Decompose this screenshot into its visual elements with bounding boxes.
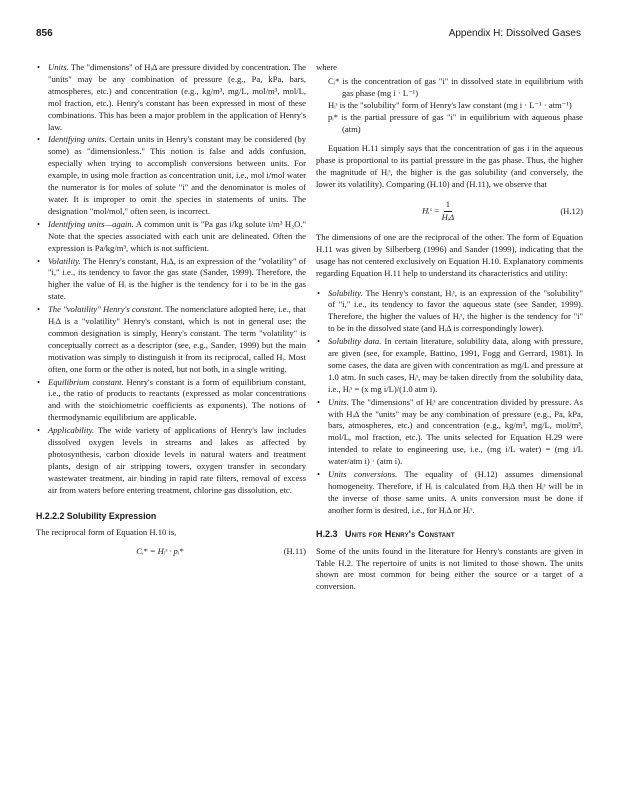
bullet-term: Solubility. (328, 287, 363, 298)
subsection-heading: H.2.2.2 Solubility Expression (36, 510, 157, 521)
list-item (36, 134, 306, 217)
paragraph: Some of the units found in the literature for Henry's constants are given in Table H.2. The repertoire of units is not limited to those shown. The units shown are most common for being either the source or a target of a conversion. (316, 545, 583, 592)
bullet-term: Applicability. (48, 425, 95, 436)
bullet-text: Certain units in Henry's constant may be considered (by some) as "dimensionless." This notion is false and adds confusion, especially when trying to accomplish conversions between units. For example, in using mole fraction as concentration unit, i.e., mol i/mol water the numerator is for moles of solute "i" and the denominator is moles of water. It is improper to omit the species in statements of units. The designation "mol/mol," often seen, is incorrect. (48, 134, 307, 216)
left-column (36, 62, 306, 566)
bullet-text: The Henry's constant, Hᵢˢ, is an expression of the "solubility" of "i," i.e., its tendency to favor the aqueous state (see Sander, 1999). Therefore, the higher the values of Hᵢˢ, the higher is the tendency for "i" to be in the dissolved state (and HᵢΔ is correspondingly lower). (328, 287, 583, 334)
equation-h12-fraction (442, 199, 455, 224)
definition-item: pᵢ* is the partial pressure of gas "i" in equilibrium with aqueous phase (atm) (328, 111, 583, 134)
section-title: Units for Henry's Constant (345, 528, 455, 539)
equation-h12-numerator: 1 (444, 199, 452, 212)
bullet-text: The wide variety of applications of Henry's law includes dissolved oxygen levels in streams and lakes as affected by photosynthesis, carbon dioxide levels in natural waters and treatment plants, design of air stripping towers, oxygen transfer in secondary wastewater treatment, air binding in rapid rate filters, removal of excess air from waters before entering treatment, chlorine gas dissolution, etc. (48, 425, 306, 495)
list-item (316, 288, 583, 336)
bullet-term: Identifying units. (48, 134, 107, 145)
equation-h12-lhs: Hᵢˢ = (422, 205, 442, 216)
equation-h12-denominator: HᵢΔ (441, 211, 455, 222)
definition-list (316, 76, 583, 136)
section-heading (316, 529, 583, 541)
equation-h12-body (316, 199, 560, 224)
bullet-text: The equality of (H.12) assumes dimensional homogeneity. Therefore, if Hᵢ is calculated from HᵢΔ then Hᵢˢ will be in the inverse of those same units. A units conversion must be done if another form is desired, i.e., for HᵢΔ or Hᵢˢ. (328, 469, 583, 515)
bullet-term: Identifying units—again. (48, 218, 134, 229)
list-item (36, 256, 306, 304)
bullet-term: Units conversions. (328, 469, 398, 480)
bullet-text: Henry's constant is a form of equilibrium constant, i.e., the ratio of products to reactants (expressed as molar concentrations and with the stoichiometric coefficients as exponents). The notions of thermodynamic equilibrium are applicable. (48, 376, 306, 423)
bullet-text: The Henry's constant, HᵢΔ, is an expression of the "volatility" of "i," i.e., its tendency to favor the gas state (Sander, 1999). Therefore, the higher the value of Hᵢ is the higher is the tendency for i to be in the gas state. (48, 255, 306, 302)
equation-h11-body: Cᵢ* = Hᵢˢ · pᵢ* (136, 546, 184, 557)
bullet-term: Solubility data. (328, 336, 382, 347)
bullet-text: The "dimensions" of HᵢΔ are pressure divided by concentration. The "units" may be any combination of pressure (e.g., Pa, kPa, bars, atmospheres, etc.) and concentration (e.g., kg/m³, mg/L, mol/m³, mol/L, mol fraction, etc.). Henry's constant has been expressed in most of these combinations. This has been a major problem in the application of Henry's law. (48, 62, 306, 132)
bullet-term: Units. (328, 396, 349, 407)
list-item (36, 304, 306, 375)
paragraph: The dimensions of one are the reciprocal of the other. The form of Equation H.11 was given by Silberberg (1996) and Sander (1999), indicating that the usage has not centered exclusively on Equation H.10. Explanatory comments regarding Equation H.11 help to understand its characteristics and utility: (316, 231, 583, 278)
where-label: where (316, 62, 337, 72)
list-item (36, 62, 306, 133)
bullet-text: In certain literature, solubility data, along with pressure, are given (see, for example, Battino, 1991, Fogg and Gerrard, 1981). In some cases, the data are given with concentration as mg/L and pressure at 1.0 atm. In such cases, Hᵢˢ, may be taken directly from the solubility data, i.e., Hᵢˢ = (x mg i/L)/(1.0 atm i). (328, 336, 583, 394)
equation-h12-number: (H.12) (560, 205, 583, 216)
subsection-intro: The reciprocal form of Equation H.10 is, (36, 526, 177, 537)
section-number: H.2.3 (316, 528, 338, 539)
right-bullet-list (316, 288, 583, 517)
definition-item: Hᵢˢ is the "solubility" form of Henry's law constant (mg i · L⁻¹ · atm⁻¹) (328, 99, 572, 110)
list-item (36, 377, 306, 425)
list-item (36, 219, 306, 255)
equation-h11-number: (H.11) (283, 546, 306, 557)
list-item (316, 397, 583, 468)
bullet-term: Units. (48, 62, 69, 72)
definition-item: Cᵢ* is the concentration of gas "i" in dissolved state in equilibrium with gas phase (mg i · L⁻¹) (328, 75, 583, 98)
page-number: 856 (36, 28, 53, 39)
equation-h11 (36, 546, 306, 558)
right-column (316, 62, 583, 593)
bullet-text: The nomenclature adopted here, i.e., that HᵢΔ is a "volatility" Henry's constant, which is not in general use; the common designation is simply, Henry's constant. The term "volatility" is conceptually correct as a descriptor (see, e.g., Sander, 1999) but the main motivation was simply to distinguish it from its reciprocal, called Hᵢ. Most often, one form or the other is noted, but not both, in a single writing. (48, 304, 306, 374)
bullet-term: Volatility. (48, 255, 81, 266)
bullet-text: A common unit is "Pa gas i/kg solute i/m³ H₂O." Note that the species associated with each unit are delineated. Often the expression is Pa/kg/m³, which is not sufficient. (48, 218, 306, 253)
running-head: Appendix H: Dissolved Gases (448, 28, 581, 39)
bullet-term: The "volatility" Henry's constant. (48, 304, 164, 315)
left-bullet-list (36, 62, 306, 497)
list-item (316, 469, 583, 517)
equation-h12 (316, 199, 583, 224)
list-item (36, 425, 306, 496)
bullet-text: The "dimensions" of Hᵢˢ are concentration divided by pressure. As with HᵢΔ the "units" may be any combination of pressure (e.g., Pa, kPa, bars, atmospheres, etc.) and concentration (e.g., kg/m³, mg/L, mol/m³, mol/L, mol fraction, etc.). The units selected for Equation H.29 were intended to relate to engineering use, i.e., (mg i/L water) = (mg i/L water/atm i) · (atm i). (328, 396, 583, 467)
bullet-term: Equilibrium constant. (48, 376, 124, 387)
paragraph: Equation H.11 simply says that the concentration of gas i in the aqueous phase is proportional to its partial pressure in the gas phase. Thus, the higher the magnitude of Hᵢˢ, the higher is the gas solubility (and conversely, the lower its volatility). Comparing (H.10) and (H.11), we observe that (316, 143, 583, 190)
list-item (316, 336, 583, 396)
